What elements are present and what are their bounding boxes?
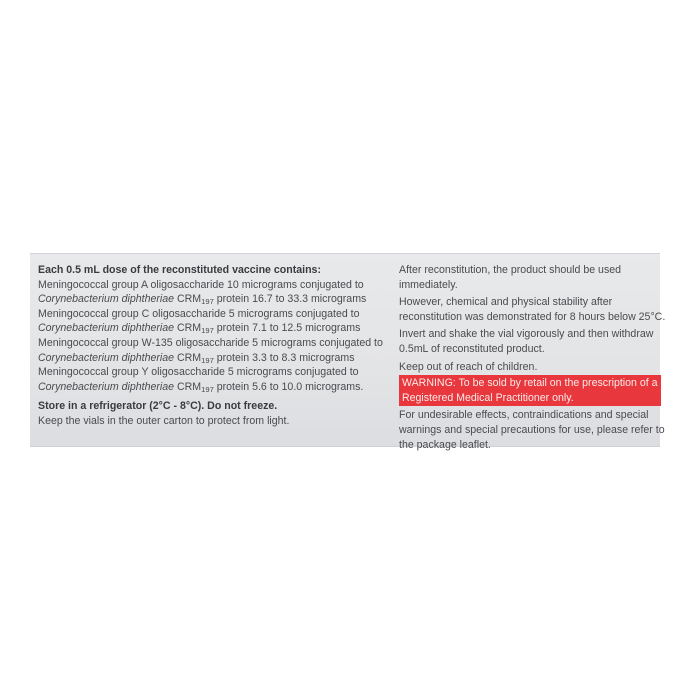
reconstitution-text-1: After reconstitution, the product should be used: [399, 264, 622, 276]
leaflet-text-2: warnings and special precautions for use, please refer to: [399, 423, 665, 436]
protein-range: protein 7.1 to 12.5 micrograms: [216, 322, 361, 335]
storage-note: Keep the vials in the outer carton to protect from light.: [38, 414, 290, 427]
children-warning: Keep out of reach of children.: [399, 360, 538, 373]
crm-subscript: 197: [201, 384, 214, 394]
crm-label: CRM: [176, 380, 202, 393]
species-name: Corynebacterium diphtheriae: [38, 380, 175, 393]
group-y-protein: [38, 380, 393, 395]
species-name: Corynebacterium diphtheriae: [38, 322, 175, 335]
species-name: Corynebacterium diphtheriae: [38, 293, 175, 306]
invert-text-2: 0.5mL of reconstituted product.: [399, 342, 545, 355]
crm-subscript: 197: [201, 297, 214, 307]
crm-label: CRM: [176, 351, 202, 364]
carton-label-panel: [30, 253, 666, 451]
stability-text-1: However, chemical and physical stability after: [399, 296, 613, 309]
protein-range: protein 16.7 to 33.3 micrograms: [216, 293, 367, 306]
warning-text-1: WARNING: To be sold by retail on the prescription of a: [402, 377, 658, 390]
prescription-warning-box: [399, 375, 661, 406]
crm-label: CRM: [176, 322, 202, 335]
group-a-line: Meningococcal group A oligosaccharide 10 micrograms conjugated to: [38, 278, 364, 291]
invert-text-1: Invert and shake the vial vigorously and then withdraw: [399, 328, 654, 341]
leaflet-text-3: the package leaflet.: [399, 438, 491, 451]
group-w135-protein: [38, 351, 393, 366]
warning-text-2: Registered Medical Practitioner only.: [402, 391, 574, 404]
protein-range: protein 3.3 to 8.3 micrograms: [216, 351, 355, 364]
composition-heading: Each 0.5 mL dose of the reconstituted vaccine contains:: [38, 264, 321, 276]
group-y-line: Meningococcal group Y oligosaccharide 5 micrograms conjugated to: [38, 366, 359, 379]
instructions-column: [399, 263, 666, 452]
group-a-protein: [38, 292, 393, 307]
crm-subscript: 197: [201, 326, 214, 336]
storage-heading: Store in a refrigerator (2°C - 8°C). Do not freeze.: [38, 400, 278, 413]
stability-text-2: reconstitution was demonstrated for 8 hours below 25°C.: [399, 310, 666, 323]
group-c-protein: [38, 321, 393, 336]
leaflet-text-1: For undesirable effects, contraindications and special: [399, 409, 649, 422]
group-w135-line: Meningococcal group W-135 oligosaccharide 5 micrograms conjugated to: [38, 336, 383, 349]
protein-range: protein 5.6 to 10.0 micrograms.: [216, 380, 364, 393]
composition-column: [38, 263, 393, 429]
crm-label: CRM: [176, 293, 202, 306]
group-c-line: Meningococcal group C oligosaccharide 5 micrograms conjugated to: [38, 307, 360, 320]
crm-subscript: 197: [201, 355, 214, 365]
species-name: Corynebacterium diphtheriae: [38, 351, 175, 364]
reconstitution-text-2: immediately.: [399, 278, 458, 291]
